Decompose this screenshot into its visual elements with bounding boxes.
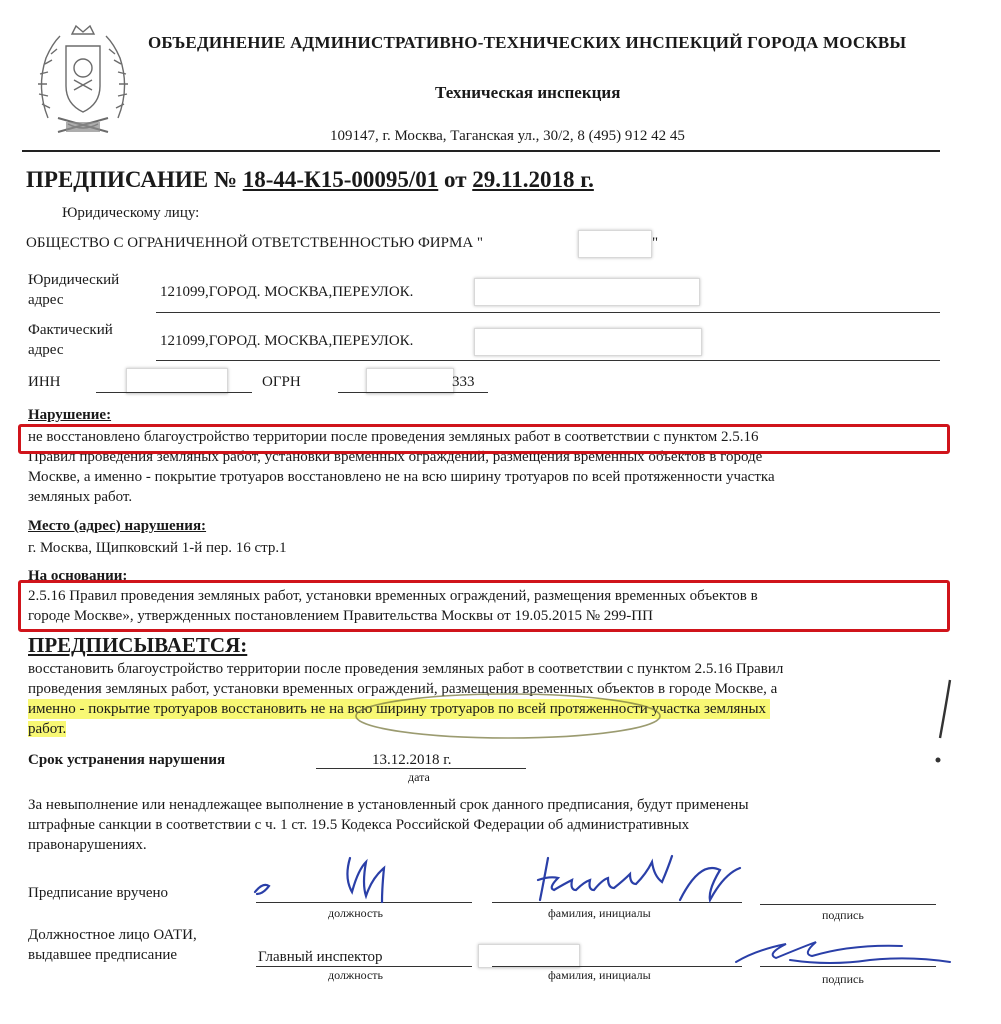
delivered-position-caption: должность xyxy=(328,906,383,920)
organization-name: ОБЪЕДИНЕНИЕ АДМИНИСТРАТИВНО-ТЕХНИЧЕСКИХ ИНСПЕКЦИЙ ГОРОДА МОСКВЫ xyxy=(148,33,907,52)
place-heading: Место (адрес) нарушения: xyxy=(28,518,207,534)
actual-address-label-line1: Фактический xyxy=(28,322,113,338)
violation-line: не восстановлено благоустройство территории после проведения земляных работ в соответствии с пунктом 2.5.16 xyxy=(28,429,759,445)
legal-address-label-line1: Юридический xyxy=(28,272,120,288)
document-number: 18-44-К15-00095/01 xyxy=(242,167,439,192)
order-line-highlighted: работ. xyxy=(28,721,67,737)
violation-line: Правил проведения земляных работ, установки временных ограждений, размещения временных объектов в городе xyxy=(28,449,763,465)
delivered-name-caption: фамилия, инициалы xyxy=(548,906,651,920)
place-value: г. Москва, Щипковский 1-й пер. 16 стр.1 xyxy=(28,540,287,556)
document-date: 29.11.2018 г. xyxy=(472,167,594,192)
deadline-value: 13.12.2018 г. xyxy=(372,752,452,768)
penalty-line: штрафные санкции в соответствии с ч. 1 ст. 19.5 Кодекса Российской Федерации об административных xyxy=(28,817,690,833)
delivered-signature-caption: подпись xyxy=(822,908,864,922)
title-prefix: ПРЕДПИСАНИЕ № xyxy=(26,167,237,192)
official-position-caption: должность xyxy=(328,968,383,982)
official-name-caption: фамилия, инициалы xyxy=(548,968,651,982)
official-position: Главный инспектор xyxy=(258,949,383,965)
delivered-label: Предписание вручено xyxy=(28,885,169,901)
order-line: проведения земляных работ, установки временных ограждений, размещения временных объектов в городе Москве, а xyxy=(28,681,778,697)
recipient-name-end: " xyxy=(652,235,659,251)
basis-line: 2.5.16 Правил проведения земляных работ, установки временных ограждений, размещения временных объектов в xyxy=(28,588,758,604)
order-heading: ПРЕДПИСЫВАЕТСЯ: xyxy=(28,633,248,657)
legal-address-label-line2: адрес xyxy=(28,292,64,308)
official-label-line2: выдавшее предписание xyxy=(28,947,178,963)
order-line: восстановить благоустройство территории после проведения земляных работ в соответствии с пунктом 2.5.16 Правил xyxy=(28,661,784,677)
deadline-caption: дата xyxy=(408,770,430,784)
inn-label: ИНН xyxy=(28,374,61,390)
basis-line: городе Москве», утвержденных постановлением Правительства Москвы от 19.05.2015 № 299-ПП xyxy=(28,608,653,624)
recipient-name: ОБЩЕСТВО С ОГРАНИЧЕННОЙ ОТВЕТСТВЕННОСТЬЮ ФИРМА " xyxy=(26,235,484,251)
basis-heading: На основании: xyxy=(28,568,128,584)
order-line-highlighted: именно - покрытие тротуаров восстановить не на всю ширину тротуаров по всей протяженности участка земляных xyxy=(28,699,770,719)
deadline-label: Срок устранения нарушения xyxy=(28,752,226,768)
violation-line: Москве, а именно - покрытие тротуаров восстановлено не на всю ширину тротуаров по всей протяженности участка xyxy=(28,469,775,485)
department-name: Техническая инспекция xyxy=(435,83,621,102)
title-from: от xyxy=(444,167,467,192)
violation-line: земляных работ. xyxy=(28,489,133,505)
recipient-label: Юридическому лицу: xyxy=(62,205,200,221)
ogrn-label: ОГРН xyxy=(262,374,301,390)
legal-address-value: 121099,ГОРОД. МОСКВА,ПЕРЕУЛОК. xyxy=(160,284,414,300)
violation-heading: Нарушение: xyxy=(28,407,112,423)
header-address: 109147, г. Москва, Таганская ул., 30/2, 8 (495) 912 42 45 xyxy=(330,128,685,144)
actual-address-label-line2: адрес xyxy=(28,342,64,358)
ogrn-tail: 333 xyxy=(452,374,475,390)
penalty-line: правонарушениях. xyxy=(28,837,147,853)
official-signature-caption: подпись xyxy=(822,972,864,986)
actual-address-value: 121099,ГОРОД. МОСКВА,ПЕРЕУЛОК. xyxy=(160,333,414,349)
penalty-line: За невыполнение или ненадлежащее выполнение в установленный срок данного предписания, будут применены xyxy=(28,797,749,813)
official-label-line1: Должностное лицо ОАТИ, xyxy=(28,927,197,943)
